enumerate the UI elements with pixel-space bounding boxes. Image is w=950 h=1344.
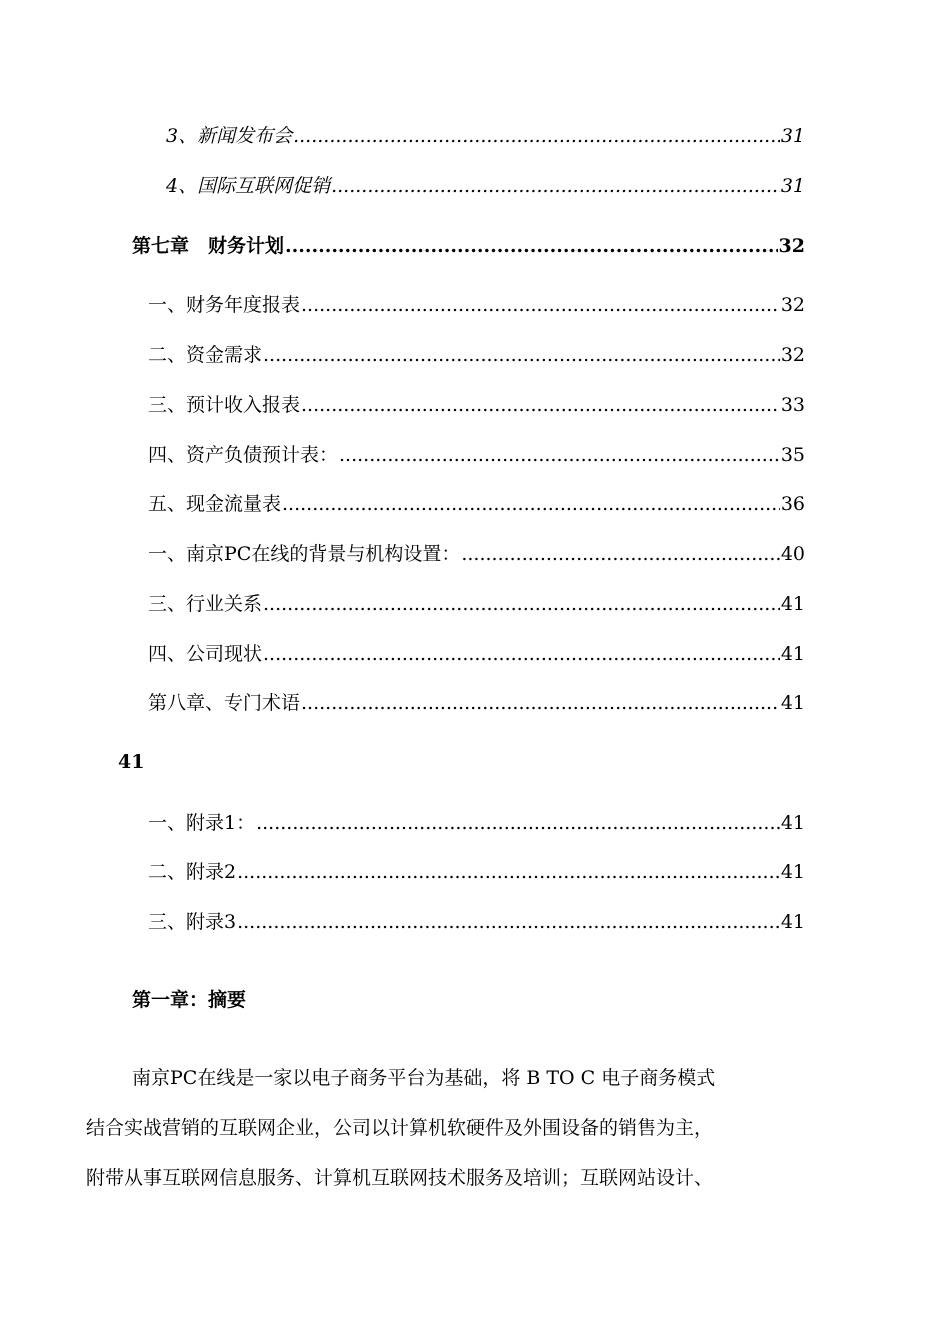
toc-dot-leader [301, 393, 780, 417]
toc-entry-background[interactable] [148, 542, 805, 566]
toc-entry-label: 第八章、专门术语 [148, 692, 301, 714]
toc-entry-chapter-7[interactable] [132, 234, 805, 258]
toc-dot-leader [237, 860, 780, 884]
toc-dot-leader [256, 811, 780, 835]
toc-entry-appendix-3[interactable] [148, 910, 805, 934]
toc-entry-cash-flow[interactable] [148, 492, 805, 516]
toc-entry-label: 第七章 财务计划 [132, 235, 285, 257]
toc-entry-internet-promotion[interactable] [166, 174, 805, 198]
toc-entry-appendix-2[interactable] [148, 860, 805, 884]
toc-entry-label: 3、新闻发布会 [166, 125, 293, 147]
paragraph-line: 南京PC在线是一家以电子商务平台为基础，将 B TO C 电子商务模式 [132, 1067, 716, 1089]
toc-orphan-page-number: 41 [118, 751, 145, 773]
toc-dot-leader [339, 443, 780, 467]
toc-page-number: 32 [778, 235, 805, 257]
toc-entry-label: 三、预计收入报表 [148, 394, 301, 416]
toc-entry-annual-statements[interactable] [148, 293, 805, 317]
toc-page-number: 41 [780, 861, 805, 883]
toc-page-number: 41 [780, 643, 805, 665]
toc-dot-leader [301, 691, 780, 715]
toc-entry-news-conference[interactable] [166, 124, 805, 148]
toc-entry-label: 4、国际互联网促销 [166, 175, 331, 197]
toc-entry-label: 四、公司现状 [148, 643, 263, 665]
toc-dot-leader [301, 293, 780, 317]
toc-dot-leader [285, 234, 778, 258]
toc-entry-income-forecast[interactable] [148, 393, 805, 417]
toc-entry-label: 一、附录1： [148, 812, 256, 834]
toc-entry-balance-sheet[interactable] [148, 443, 805, 467]
toc-entry-label: 三、附录3 [148, 911, 237, 933]
toc-page-number: 35 [780, 444, 805, 466]
toc-dot-leader [263, 592, 780, 616]
toc-entry-company-status[interactable] [148, 642, 805, 666]
toc-entry-industry-relations[interactable] [148, 592, 805, 616]
toc-dot-leader [282, 492, 780, 516]
paragraph-line: 附带从事互联网信息服务、计算机互联网技术服务及培训；互联网站设计、 [86, 1167, 714, 1189]
toc-page-number: 33 [780, 394, 805, 416]
toc-dot-leader [263, 642, 780, 666]
toc-dot-leader [237, 910, 780, 934]
toc-page-number: 32 [780, 344, 805, 366]
toc-dot-leader [293, 124, 780, 148]
toc-entry-label: 四、资产负债预计表： [148, 444, 339, 466]
paragraph-line: 结合实战营销的互联网企业，公司以计算机软硬件及外围设备的销售为主， [86, 1117, 714, 1139]
toc-page-number: 36 [780, 493, 805, 515]
toc-entry-label: 二、资金需求 [148, 344, 263, 366]
toc-entry-chapter-8[interactable] [148, 691, 805, 715]
toc-dot-leader [461, 542, 779, 566]
toc-entry-label: 二、附录2 [148, 861, 237, 883]
toc-page-number: 41 [780, 593, 805, 615]
toc-page-number: 31 [780, 175, 805, 197]
toc-entry-label: 一、财务年度报表 [148, 294, 301, 316]
toc-entry-label: 三、行业关系 [148, 593, 263, 615]
toc-page-number: 31 [780, 125, 805, 147]
toc-page-number: 32 [780, 294, 805, 316]
toc-page-number: 41 [780, 911, 805, 933]
toc-dot-leader [263, 343, 780, 367]
toc-entry-appendix-1[interactable] [148, 811, 805, 835]
toc-page-number: 41 [780, 812, 805, 834]
toc-entry-label: 一、南京PC在线的背景与机构设置： [148, 543, 461, 565]
chapter-heading: 第一章：摘要 [132, 989, 247, 1011]
toc-page-number: 40 [780, 543, 805, 565]
toc-dot-leader [331, 174, 780, 198]
toc-entry-funding-needs[interactable] [148, 343, 805, 367]
toc-page-number: 41 [780, 692, 805, 714]
toc-entry-label: 五、现金流量表 [148, 493, 282, 515]
